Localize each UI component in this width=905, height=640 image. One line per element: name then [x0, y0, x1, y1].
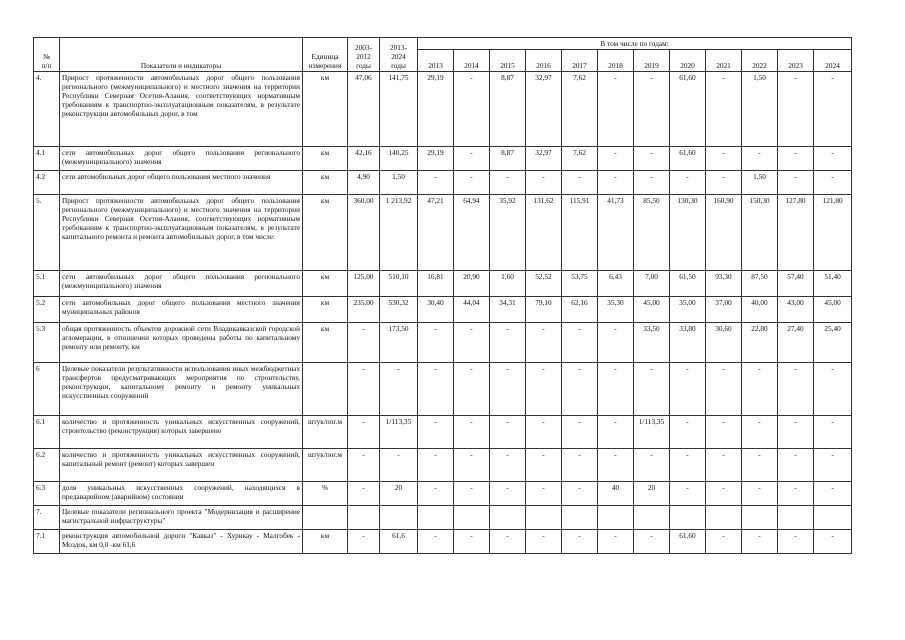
year-value-2015: -	[490, 171, 526, 195]
year-value-2018: 41,73	[598, 195, 634, 271]
year-value-2016: -	[526, 449, 562, 482]
period-2003-2012-value: 125,00	[348, 271, 380, 297]
period-2003-2012-value: 360,00	[348, 195, 380, 271]
year-value-2024: -	[814, 482, 852, 506]
year-value-2014: 64,94	[454, 195, 490, 271]
year-value-2022: 1,50	[742, 72, 778, 147]
year-value-2013: -	[418, 363, 454, 416]
year-value-2018: -	[598, 171, 634, 195]
year-value-2020: -	[670, 449, 706, 482]
year-value-2024: 25,40	[814, 323, 852, 363]
indicator-text: Прирост протяженности автомобильных дорог общего пользования регионального (межмуниципального) и местного значения на территории Республики Северная Осетия-Алания, соответствующих нормативным требованиям к транспортно-эксплуатационным показателям, в результате реконструкции автомобильных дорог, в том	[60, 72, 303, 147]
unit-cell: км	[303, 530, 348, 554]
year-value-2016: 79,10	[526, 297, 562, 323]
year-value-2024: -	[814, 416, 852, 449]
year-value-2022: 1,50	[742, 171, 778, 195]
year-value-2014: 44,04	[454, 297, 490, 323]
year-value-2019: 85,50	[634, 195, 670, 271]
table-row	[34, 323, 852, 363]
year-value-2024	[814, 506, 852, 530]
year-value-2018: -	[598, 363, 634, 416]
indicator-text: общая протяженность объектов дорожной сети Владикавказской городской агломерации, в отношении которых проведены работы по капитальному ремонту или ремонту, км	[60, 323, 303, 363]
period-2003-2012-value: 4,90	[348, 171, 380, 195]
year-value-2015: -	[490, 363, 526, 416]
year-value-2021: -	[706, 72, 742, 147]
year-value-2019	[634, 506, 670, 530]
year-value-2019: 33,50	[634, 323, 670, 363]
year-value-2013: 16,81	[418, 271, 454, 297]
year-value-2023	[778, 506, 814, 530]
period-2003-2012-value: 235,00	[348, 297, 380, 323]
year-value-2016: -	[526, 363, 562, 416]
year-value-2021: 37,00	[706, 297, 742, 323]
table-row	[34, 147, 852, 171]
year-header-2018: 2018	[598, 50, 634, 72]
year-value-2013: -	[418, 171, 454, 195]
year-value-2017	[562, 506, 598, 530]
period-2003-2012-value: 47,06	[348, 72, 380, 147]
year-value-2017: 7,62	[562, 147, 598, 171]
year-value-2013	[418, 506, 454, 530]
year-value-2017: -	[562, 363, 598, 416]
year-value-2023: -	[778, 449, 814, 482]
year-value-2018: 40	[598, 482, 634, 506]
year-value-2020: 33,80	[670, 323, 706, 363]
year-value-2018: -	[598, 530, 634, 554]
row-number: 7.	[34, 506, 60, 530]
row-number: 6.3	[34, 482, 60, 506]
period-2013-2024-value: 510,10	[380, 271, 418, 297]
unit-cell: км	[303, 147, 348, 171]
indicator-text: сети автомобильных дорог общего пользования регионального (межмуниципального) значения	[60, 147, 303, 171]
row-number: 4.1	[34, 147, 60, 171]
unit-cell: км	[303, 195, 348, 271]
year-header-2019: 2019	[634, 50, 670, 72]
year-value-2015: 34,31	[490, 297, 526, 323]
year-value-2022: -	[742, 482, 778, 506]
table-row	[34, 416, 852, 449]
year-value-2015: 8,87	[490, 147, 526, 171]
indicator-text: реконструкция автомобильной дороги "Кавказ" - Хурикау - Малгобек - Моздок, км 0,0 -км 61,6	[60, 530, 303, 554]
col-number-header: № п/п	[34, 38, 60, 72]
row-number: 5.1	[34, 271, 60, 297]
year-value-2013: -	[418, 530, 454, 554]
year-value-2021: -	[706, 171, 742, 195]
period-2003-2012-value: -	[348, 416, 380, 449]
year-value-2020: 35,00	[670, 297, 706, 323]
year-value-2014: -	[454, 323, 490, 363]
year-value-2020: -	[670, 363, 706, 416]
year-value-2015: -	[490, 416, 526, 449]
period-2013-2024-value: -	[380, 449, 418, 482]
period-2003-2012-value: -	[348, 323, 380, 363]
year-value-2017: -	[562, 416, 598, 449]
row-number: 4.2	[34, 171, 60, 195]
year-value-2019: 45,00	[634, 297, 670, 323]
unit-cell: км	[303, 271, 348, 297]
year-header-2021: 2021	[706, 50, 742, 72]
row-number: 4.	[34, 72, 60, 147]
year-value-2015: -	[490, 323, 526, 363]
table-header	[34, 38, 852, 72]
unit-cell: км	[303, 297, 348, 323]
year-value-2020: 61,50	[670, 271, 706, 297]
year-value-2022: 22,80	[742, 323, 778, 363]
year-value-2021: -	[706, 449, 742, 482]
year-value-2022: -	[742, 530, 778, 554]
row-number: 6.2	[34, 449, 60, 482]
unit-cell: штук/пог.м	[303, 416, 348, 449]
year-value-2021: 93,30	[706, 271, 742, 297]
period-2013-2024-value: 140,25	[380, 147, 418, 171]
period-2013-2024-value: 20	[380, 482, 418, 506]
year-value-2016	[526, 506, 562, 530]
year-value-2022: -	[742, 363, 778, 416]
year-value-2018: 6,43	[598, 271, 634, 297]
year-value-2017: -	[562, 449, 598, 482]
table-row	[34, 297, 852, 323]
year-value-2019: -	[634, 530, 670, 554]
years-group-header: В том числе по годам:	[418, 38, 852, 50]
col-unit-header: Единица измерения	[303, 38, 348, 72]
year-value-2015: -	[490, 482, 526, 506]
year-value-2017: -	[562, 530, 598, 554]
year-value-2024: -	[814, 72, 852, 147]
year-value-2023: 27,40	[778, 323, 814, 363]
year-value-2019: -	[634, 449, 670, 482]
unit-cell: км	[303, 171, 348, 195]
year-value-2022: 40,00	[742, 297, 778, 323]
year-value-2023: -	[778, 416, 814, 449]
period-2013-2024-value: 530,32	[380, 297, 418, 323]
year-value-2018	[598, 506, 634, 530]
table-row	[34, 363, 852, 416]
year-value-2017: -	[562, 323, 598, 363]
year-header-2014: 2014	[454, 50, 490, 72]
period-2013-2024-value: 1,50	[380, 171, 418, 195]
year-value-2016: 32,97	[526, 147, 562, 171]
year-header-2016: 2016	[526, 50, 562, 72]
table-body	[34, 72, 852, 554]
year-value-2016: -	[526, 171, 562, 195]
year-value-2014: 20,90	[454, 271, 490, 297]
year-header-2017: 2017	[562, 50, 598, 72]
table-row	[34, 506, 852, 530]
year-value-2022: 150,30	[742, 195, 778, 271]
year-value-2023: 127,80	[778, 195, 814, 271]
period-2013-2024-value: 141,75	[380, 72, 418, 147]
year-value-2016: -	[526, 530, 562, 554]
year-value-2015: -	[490, 530, 526, 554]
year-value-2014: -	[454, 530, 490, 554]
year-value-2022: -	[742, 147, 778, 171]
year-value-2013: -	[418, 323, 454, 363]
year-value-2023: -	[778, 530, 814, 554]
period-2003-2012-value: -	[348, 482, 380, 506]
period-2013-2024-value: 61,6	[380, 530, 418, 554]
year-value-2016: 131,62	[526, 195, 562, 271]
unit-cell: км	[303, 72, 348, 147]
year-value-2014	[454, 506, 490, 530]
row-number: 5.2	[34, 297, 60, 323]
year-value-2023: -	[778, 72, 814, 147]
col-period-2013-2024-header: 2013- 2024 годы	[380, 38, 418, 72]
year-value-2013: -	[418, 482, 454, 506]
year-value-2022: 87,50	[742, 271, 778, 297]
unit-cell: км	[303, 323, 348, 363]
year-value-2020: 130,30	[670, 195, 706, 271]
year-header-2013: 2013	[418, 50, 454, 72]
year-value-2018: 35,30	[598, 297, 634, 323]
year-value-2024: -	[814, 147, 852, 171]
year-value-2017: -	[562, 482, 598, 506]
period-2003-2012-value: -	[348, 449, 380, 482]
table-row	[34, 195, 852, 271]
year-value-2016: -	[526, 416, 562, 449]
year-value-2015: 1,60	[490, 271, 526, 297]
year-header-2020: 2020	[670, 50, 706, 72]
year-value-2019: -	[634, 171, 670, 195]
year-value-2021: -	[706, 482, 742, 506]
year-value-2020: 61,60	[670, 530, 706, 554]
year-value-2021: 30,60	[706, 323, 742, 363]
year-value-2024: -	[814, 530, 852, 554]
indicators-table-sheet	[33, 37, 852, 554]
row-number: 5.3	[34, 323, 60, 363]
year-value-2017: 115,91	[562, 195, 598, 271]
row-number: 6	[34, 363, 60, 416]
period-2003-2012-value: -	[348, 363, 380, 416]
year-value-2017: -	[562, 171, 598, 195]
year-value-2018: -	[598, 449, 634, 482]
year-value-2023: -	[778, 482, 814, 506]
year-value-2022	[742, 506, 778, 530]
period-2013-2024-value: -	[380, 363, 418, 416]
year-value-2017: 7,62	[562, 72, 598, 147]
year-value-2013: -	[418, 449, 454, 482]
year-value-2020: 61,60	[670, 147, 706, 171]
row-number: 6.1	[34, 416, 60, 449]
table-row	[34, 72, 852, 147]
year-value-2015	[490, 506, 526, 530]
year-value-2013: 29,19	[418, 72, 454, 147]
year-value-2021: -	[706, 416, 742, 449]
year-value-2014: -	[454, 416, 490, 449]
year-value-2024: 45,00	[814, 297, 852, 323]
year-value-2013: 29,19	[418, 147, 454, 171]
year-value-2014: -	[454, 363, 490, 416]
indicators-table	[33, 37, 852, 554]
period-2013-2024-value	[380, 506, 418, 530]
row-number: 7.1	[34, 530, 60, 554]
indicator-text: сети автомобильных дорог общего пользования местного значения	[60, 171, 303, 195]
table-row	[34, 482, 852, 506]
year-value-2024: 121,80	[814, 195, 852, 271]
year-value-2014: -	[454, 482, 490, 506]
table-row	[34, 449, 852, 482]
year-value-2019: -	[634, 72, 670, 147]
indicator-text: количество и протяженность уникальных искусственных сооружений, строительство (реконструкция) которых завершено	[60, 416, 303, 449]
year-value-2023: 43,00	[778, 297, 814, 323]
year-value-2021: -	[706, 363, 742, 416]
col-period-2003-2012-header: 2003- 2012 годы	[348, 38, 380, 72]
year-value-2022: -	[742, 416, 778, 449]
year-header-2024: 2024	[814, 50, 852, 72]
period-2003-2012-value: -	[348, 530, 380, 554]
unit-cell	[303, 363, 348, 416]
year-value-2015: 35,92	[490, 195, 526, 271]
year-value-2023: 57,40	[778, 271, 814, 297]
year-value-2024: -	[814, 363, 852, 416]
year-value-2019: 1/113,35	[634, 416, 670, 449]
period-2013-2024-value: 1/113,35	[380, 416, 418, 449]
year-value-2019: 20	[634, 482, 670, 506]
year-value-2014: -	[454, 147, 490, 171]
period-2013-2024-value: 173,50	[380, 323, 418, 363]
year-value-2021: 160,90	[706, 195, 742, 271]
period-2003-2012-value	[348, 506, 380, 530]
unit-cell: %	[303, 482, 348, 506]
year-value-2021: -	[706, 147, 742, 171]
year-value-2018: -	[598, 147, 634, 171]
year-value-2019: 7,00	[634, 271, 670, 297]
year-value-2023: -	[778, 363, 814, 416]
year-value-2013: -	[418, 416, 454, 449]
year-value-2019: -	[634, 147, 670, 171]
year-value-2023: -	[778, 171, 814, 195]
year-value-2016: 32,97	[526, 72, 562, 147]
year-value-2014: -	[454, 449, 490, 482]
period-2003-2012-value: 42,16	[348, 147, 380, 171]
year-value-2021: -	[706, 530, 742, 554]
year-value-2017: 62,16	[562, 297, 598, 323]
year-value-2017: 53,75	[562, 271, 598, 297]
year-value-2018: -	[598, 323, 634, 363]
unit-cell: штук/пог.м	[303, 449, 348, 482]
year-value-2024: -	[814, 449, 852, 482]
table-row	[34, 171, 852, 195]
year-value-2021	[706, 506, 742, 530]
indicator-text: Прирост протяженности автомобильных дорог общего пользования регионального (межмуниципального) и местного значения на территории Республики Северная Осетия-Алания, соответствующих нормативным требованиям к транспортно-эксплуатационным показателям, в результате капитального ремонта и ремонта автомобильных дорог, в том числе:	[60, 195, 303, 271]
year-value-2018: -	[598, 416, 634, 449]
year-header-2015: 2015	[490, 50, 526, 72]
col-indicator-header: Показатели и индикаторы	[60, 38, 303, 72]
unit-cell	[303, 506, 348, 530]
year-value-2020: 61,60	[670, 72, 706, 147]
year-header-2022: 2022	[742, 50, 778, 72]
year-value-2015: -	[490, 449, 526, 482]
year-value-2014: -	[454, 171, 490, 195]
indicator-text: Целевые показатели результативности использования иных межбюджетных трансфертов предусматривающих мероприятия по строительству, реконструкции, капитальному ремонту и ремонту уникальных искусственных сооружений	[60, 363, 303, 416]
row-number: 5.	[34, 195, 60, 271]
year-value-2024: -	[814, 171, 852, 195]
year-value-2022: -	[742, 449, 778, 482]
period-2013-2024-value: 1 213,92	[380, 195, 418, 271]
year-header-2023: 2023	[778, 50, 814, 72]
year-value-2018: -	[598, 72, 634, 147]
indicator-text: сети автомобильных дорог общего пользования местного значения муниципальных районов	[60, 297, 303, 323]
year-value-2020: -	[670, 171, 706, 195]
year-value-2016: -	[526, 323, 562, 363]
year-value-2020: -	[670, 416, 706, 449]
year-value-2020: -	[670, 482, 706, 506]
year-value-2015: 8,87	[490, 72, 526, 147]
indicator-text: Целевые показатели регионального проекта "Модернизация и расширение магистральной инфраструктуры"	[60, 506, 303, 530]
year-value-2014: -	[454, 72, 490, 147]
year-value-2013: 47,21	[418, 195, 454, 271]
year-value-2016: -	[526, 482, 562, 506]
indicator-text: количество и протяженность уникальных искусственных сооружений, капитальный ремонт (ремонт) которых завершен	[60, 449, 303, 482]
year-value-2020	[670, 506, 706, 530]
table-row	[34, 271, 852, 297]
year-value-2019: -	[634, 363, 670, 416]
table-row	[34, 530, 852, 554]
year-value-2024: 51,40	[814, 271, 852, 297]
year-value-2023: -	[778, 147, 814, 171]
indicator-text: сети автомобильных дорог общего пользования регионального (межмуниципального) значения	[60, 271, 303, 297]
indicator-text: доля уникальных искусственных сооружений, находящихся в предаварийном (аварийном) состоянии	[60, 482, 303, 506]
year-value-2016: 52,52	[526, 271, 562, 297]
year-value-2013: 30,40	[418, 297, 454, 323]
